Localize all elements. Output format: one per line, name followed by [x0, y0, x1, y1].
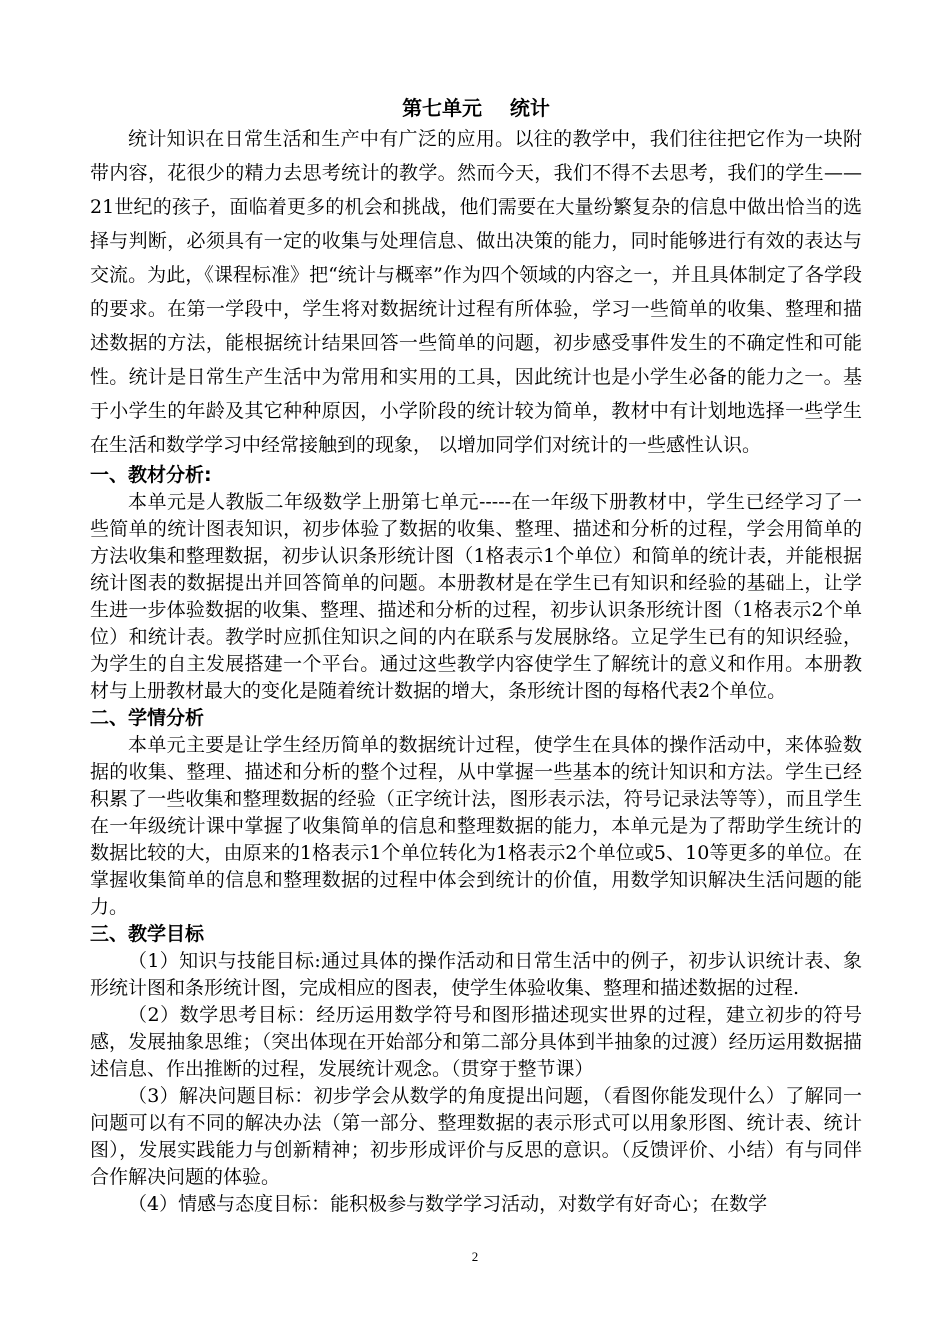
document-title: 第七单元 统计 — [402, 96, 550, 120]
page-number: 2 — [471, 1249, 479, 1264]
objective-item-2: （2）数学思考目标：经历运用数学符号和图形描述现实世界的过程，建立初步的符号感，发展抽象思维；（突出体现在开始部分和第二部分具体到半抽象的过渡）经历运用数据描述信息、作出推断的过程，发展统计观念。（贯穿于整节课） — [90, 1004, 862, 1080]
intro-paragraph: 统计知识在日常生活和生产中有广泛的应用。以往的教学中，我们往往把它作为一块附带内容，花很少的精力去思考统计的教学。然而今天，我们不得不去思考，我们的学生——21世纪的孩子，面临着更多的机会和挑战，他们需要在大量纷繁复杂的信息中做出恰当的选择与判断，必须具有一定的收集与处理信息、做出决策的能力，同时能够进行有效的表达与交流。为此，《课程标准》把“统计与概率”作为四个领域的内容之一，并且具体制定了各学段的要求。在第一学段中，学生将对数据统计过程有所体验，学习一些简单的收集、整理和描述数据的方法，能根据统计结果回答一些简单的问题，初步感受事件发生的不确定性和可能性。统计是日常生产生活中为常用和实用的工具，因此统计也是小学生必备的能力之一。基于小学生的年龄及其它种种原因，小学阶段的统计较为简单，教材中有计划地选择一些学生在生活和数学学习中经常接触到的现象， 以增加同学们对统计的一些感性认识。 — [90, 128, 862, 456]
section-text-materials: 本单元是人教版二年级数学上册第七单元-----在一年级下册教材中，学生已经学习了一些简单的统计图表知识，初步体验了数据的收集、整理、描述和分析的过程，学会用简单的方法收集和整理数据，初步认识条形统计图（1格表示1个单位）和简单的统计表，并能根据统计图表的数据提出并回答简单的问题。本册教材是在学生已有知识和经验的基础上，让学生进一步体验数据的收集、整理、描述和分析的过程，初步认识条形统计图（1格表示2个单位）和统计表。教学时应抓住知识之间的内在联系与发展脉络。立足学生已有的知识经验，为学生的自主发展搭建一个平台。通过这些教学内容使学生了解统计的意义和作用。本册教材与上册教材最大的变化是随着统计数据的增大，条形统计图的每格代表2个单位。 — [90, 491, 862, 702]
section-heading-materials: 一、教材分析: — [90, 464, 212, 486]
objective-item-4: （4）情感与态度目标：能积极参与数学学习活动，对数学有好奇心；在数学 — [128, 1193, 768, 1215]
section-heading-objectives: 三、教学目标 — [90, 923, 205, 945]
section-text-students: 本单元主要是让学生经历简单的数据统计过程，使学生在具体的操作活动中，来体验数据的收集、整理、描述和分析的整个过程，从中掌握一些基本的统计知识和方法。学生已经积累了一些收集和整理数据的经验（正字统计法，图形表示法，符号记录法等等），而且学生在一年级统计课中掌握了收集简单的信息和整理数据的能力，本单元是为了帮助学生统计的数据比较的大，由原来的1格表示1个单位转化为1格表示2个单位或5、10等更多的单位。在掌握收集简单的信息和整理数据的过程中体会到统计的价值，用数学知识解决生活问题的能力。 — [90, 734, 862, 918]
objective-item-1: （1）知识与技能目标:通过具体的操作活动和日常生活中的例子，初步认识统计表、象形统计图和条形统计图，完成相应的图表，使学生体验收集、整理和描述数据的过程. — [90, 950, 862, 999]
section-heading-students: 二、学情分析 — [90, 707, 205, 729]
objective-item-3: （3）解决问题目标：初步学会从数学的角度提出问题，（看图你能发现什么）了解同一问题可以有不同的解决办法（第一部分、整理数据的表示形式可以用象形图、统计表、统计图），发展实践能力与创新精神；初步形成评价与反思的意识。（反馈评价、小结）有与同伴合作解决问题的体验。 — [90, 1085, 862, 1188]
document-page — [90, 94, 862, 1218]
